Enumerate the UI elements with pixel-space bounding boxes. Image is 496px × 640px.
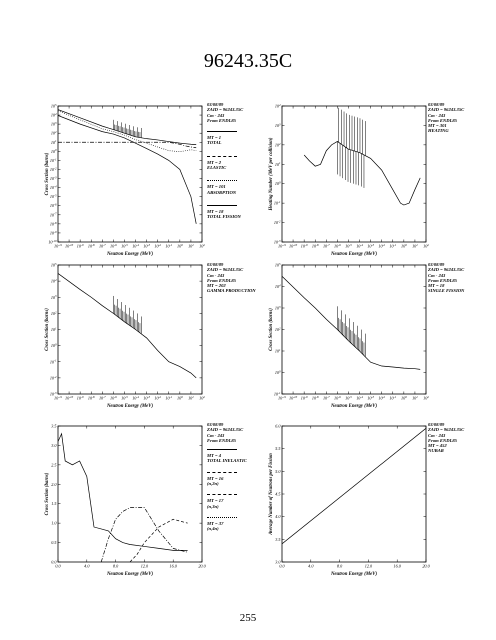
plot-frame [58, 265, 202, 394]
y-tick-label: 3.5 [275, 536, 281, 542]
x-tick-label: $10^2$ [423, 242, 429, 249]
y-tick-label: 5.5 [275, 446, 281, 452]
y-axis-label: Cross Section (barns) [45, 308, 50, 351]
x-tick-label: $10^{-1}$ [165, 394, 173, 401]
x-tick-label: $10^{-6}$ [334, 242, 341, 249]
y-tick-label: $10^4$ [50, 111, 57, 118]
x-tick-label: 4.0 [308, 563, 314, 569]
series-line-0 [304, 141, 420, 205]
y-axis-label: Cross Section (barns) [45, 152, 50, 196]
y-tick-label: $10^3$ [50, 294, 57, 300]
y-tick-label: 3.0 [51, 442, 57, 448]
x-axis-label: Neutron Energy (MeV) [106, 572, 154, 577]
plot-frame [58, 106, 202, 242]
x-tick-label: $10^{-7}$ [98, 394, 106, 401]
y-axis-label: Heating Number (MeV per collision) [269, 137, 274, 211]
x-tick-label: $10^{-9}$ [76, 394, 84, 401]
y-tick-label: $10^1$ [274, 161, 281, 167]
y-tick-label: $10^5$ [50, 102, 57, 109]
x-tick-label: $10^0$ [401, 242, 407, 249]
x-tick-label: $10^{-1}$ [165, 242, 173, 249]
info-block-4: 03/08/89 ZAID = 96243.35C Cm - 243 From ENDL85 MT = 18 SINGLE FISSION [428, 262, 465, 294]
y-tick-label: $10^{-1}$ [49, 358, 57, 365]
y-tick-label: $10^2$ [50, 310, 57, 316]
x-tick-label: $10^2$ [199, 242, 205, 249]
y-tick-label: 1.5 [51, 501, 57, 507]
x-axis-label: Neutron Energy (MeV) [106, 404, 154, 409]
chart-panel-5 [44, 423, 204, 578]
x-tick-label: $10^{-11}$ [278, 394, 286, 401]
x-tick-label: $10^1$ [412, 242, 418, 249]
info-block-2: 03/08/89 ZAID = 96243.35C Cm - 243 From ENDL85 MT = 301 HEATING [428, 102, 465, 134]
y-tick-label: $10^4$ [274, 283, 281, 289]
y-tick-label: 0.5 [51, 540, 57, 546]
y-tick-label: $10^{-8}$ [49, 220, 57, 227]
y-tick-label: 0.0 [51, 559, 57, 565]
x-tick-label: $10^{-1}$ [389, 242, 397, 249]
x-axis-label: Neutron Energy (MeV) [106, 252, 154, 257]
y-tick-label: 2.5 [51, 462, 57, 468]
x-tick-label: $10^{-3}$ [143, 394, 150, 401]
info-block-5: 03/08/89 ZAID = 96243.35C Cm - 243 From ENDL85 MT = 4 TOTAL INELASTIC MT = 16 (n,2n) MT = 17 (n,3n) MT = 37 (n,4n) [207, 422, 247, 532]
x-axis-label: Neutron Energy (MeV) [330, 572, 378, 577]
x-tick-label: $10^{-2}$ [378, 242, 386, 249]
x-tick-label: $10^{-9}$ [76, 242, 84, 249]
x-tick-label: 8.0 [336, 563, 343, 569]
x-tick-label: $10^{-3}$ [367, 394, 374, 401]
page-number: 255 [239, 612, 257, 624]
y-tick-label: 4.0 [275, 514, 281, 520]
info-block-3: 03/08/89 ZAID = 96243.35C Cm - 243 From ENDL85 MT = 202 GAMMA PRODUCTION [207, 262, 256, 294]
x-tick-label: $10^{-7}$ [98, 242, 106, 249]
y-tick-label: 3.0 [275, 559, 281, 565]
y-tick-label: $10^{-4}$ [49, 184, 57, 191]
x-tick-label: 12.0 [140, 563, 149, 569]
x-tick-label: 4.0 [84, 563, 90, 569]
x-tick-label: $10^2$ [423, 394, 429, 401]
y-tick-label: $10^4$ [274, 102, 281, 109]
x-tick-label: $10^{-8}$ [311, 242, 319, 249]
resonance-region [113, 120, 141, 138]
y-tick-label: $10^{-1}$ [273, 200, 281, 206]
resonance-region [337, 108, 365, 188]
x-tick-label: $10^0$ [177, 394, 183, 401]
series-line-total-inelastic [58, 434, 188, 551]
y-tick-label: $10^3$ [274, 122, 281, 128]
y-tick-label: $10^0$ [274, 180, 281, 187]
y-tick-label: $10^3$ [274, 304, 281, 311]
x-tick-label: $10^1$ [188, 242, 194, 249]
x-tick-label: $10^1$ [188, 394, 194, 401]
y-tick-label: $10^{-2}$ [273, 219, 281, 226]
y-tick-label: $10^{-7}$ [49, 211, 57, 218]
x-tick-label: $10^{-11}$ [54, 394, 62, 401]
y-axis-label: Cross Section (barns) [269, 308, 274, 351]
chart-panel-3 [44, 262, 204, 410]
y-tick-label: 6.0 [275, 423, 281, 429]
x-tick-label: 0.0 [279, 563, 285, 569]
y-tick-label: $10^5$ [50, 261, 57, 268]
y-tick-label: $10^1$ [50, 139, 57, 145]
y-tick-label: $10^2$ [274, 326, 281, 332]
series-line--n-2n- [101, 508, 187, 562]
y-axis-label: Cross Section (barns) [45, 472, 50, 516]
y-tick-label: $10^3$ [50, 121, 57, 127]
y-tick-label: $10^0$ [50, 342, 57, 349]
y-tick-label: $10^{-10}$ [48, 238, 57, 245]
x-tick-label: $10^{-5}$ [345, 242, 352, 249]
resonance-region [113, 296, 141, 334]
y-tick-label: $10^2$ [274, 141, 281, 148]
y-tick-label: $10^{-9}$ [49, 229, 57, 236]
x-tick-label: $10^{-6}$ [334, 394, 341, 401]
y-axis-label: Average Number of Neutrons per Fission [269, 453, 274, 535]
x-tick-label: $10^{-11}$ [278, 242, 286, 249]
x-tick-label: $10^{-6}$ [110, 242, 117, 249]
chart-panel-6 [268, 423, 428, 578]
info-block-1: 03/08/89 ZAID = 96243.35C Cm - 243 From ENDL85 MT = 1 TOTAL MT = 2 ELASTIC MT = 101 ABSORPTION MT = 18 TOTAL FISSION [207, 102, 244, 220]
y-tick-label: $10^{-1}$ [49, 157, 57, 163]
y-tick-label: $10^{-2}$ [49, 166, 57, 172]
x-tick-label: $10^{-4}$ [356, 394, 363, 401]
x-tick-label: $10^{-2}$ [378, 394, 386, 401]
y-tick-label: $10^2$ [50, 130, 57, 136]
x-tick-label: 16.0 [393, 563, 401, 569]
x-tick-label: $10^{-5}$ [121, 394, 128, 401]
series-line-absorption [58, 111, 196, 152]
x-tick-label: 20.0 [422, 563, 430, 569]
x-tick-label: $10^{-10}$ [64, 242, 74, 249]
x-tick-label: $10^{-9}$ [300, 394, 308, 401]
y-tick-label: 5.0 [275, 468, 281, 474]
plot-frame [58, 426, 202, 562]
x-tick-label: 8.0 [112, 563, 119, 569]
plot-frame [282, 265, 426, 394]
x-tick-label: $10^{-5}$ [121, 242, 128, 249]
series-line--n-3n- [130, 519, 188, 562]
x-axis-label: Neutron Energy (MeV) [330, 404, 378, 409]
x-axis-label: Neutron Energy (MeV) [330, 252, 378, 257]
y-tick-label: 1.0 [51, 520, 57, 526]
x-tick-label: $10^{-7}$ [322, 394, 330, 401]
x-tick-label: $10^{-8}$ [311, 394, 319, 401]
series-line-0 [58, 273, 196, 377]
x-tick-label: $10^{-3}$ [367, 242, 374, 249]
y-tick-label: $10^{-5}$ [49, 193, 57, 200]
chart-panel-4 [268, 262, 428, 410]
x-tick-label: $10^{-3}$ [143, 242, 150, 249]
plot-frame [282, 106, 426, 242]
x-tick-label: $10^{-6}$ [110, 394, 117, 401]
y-tick-label: $10^{-1}$ [273, 390, 281, 397]
x-tick-label: $10^{-1}$ [389, 394, 397, 401]
x-tick-label: $10^0$ [401, 394, 407, 401]
x-tick-label: $10^{-9}$ [300, 242, 308, 249]
x-tick-label: $10^{-4}$ [132, 242, 139, 249]
plot-frame [282, 426, 426, 562]
y-tick-label: $10^{-3}$ [49, 175, 57, 182]
y-tick-label: $10^{-3}$ [49, 390, 57, 397]
y-tick-label: 4.5 [275, 491, 281, 497]
y-tick-label: $10^5$ [274, 261, 281, 268]
x-tick-label: 20.0 [198, 563, 206, 569]
series-line-0 [282, 276, 420, 369]
chart-panel-1 [44, 103, 204, 258]
x-tick-label: 16.0 [169, 563, 177, 569]
x-tick-label: $10^0$ [177, 242, 183, 249]
y-tick-label: $10^1$ [50, 326, 57, 332]
info-block-6: 03/08/89 ZAID = 96243.35C Cm - 243 From ENDL85 MT = 452 NUBAR [428, 422, 465, 454]
y-tick-label: $10^0$ [50, 148, 57, 154]
x-tick-label: $10^{-10}$ [288, 394, 298, 401]
y-tick-label: 2.0 [51, 481, 57, 487]
y-tick-label: $10^1$ [274, 347, 281, 354]
x-tick-label: 12.0 [364, 563, 373, 569]
x-tick-label: 0.0 [55, 563, 61, 569]
page-title: 96243.35C [203, 50, 293, 72]
x-tick-label: $10^{-7}$ [322, 242, 330, 249]
y-tick-label: $10^{-6}$ [49, 202, 57, 209]
y-tick-label: $10^0$ [274, 369, 281, 375]
y-tick-label: 3.5 [51, 423, 57, 429]
resonance-region [337, 306, 365, 357]
x-tick-label: $10^{-5}$ [345, 394, 352, 401]
x-tick-label: $10^{-2}$ [154, 394, 162, 401]
x-tick-label: $10^2$ [199, 394, 205, 401]
x-tick-label: $10^{-8}$ [87, 394, 95, 401]
x-tick-label: $10^1$ [412, 394, 418, 401]
series-line-total-fission [58, 115, 196, 223]
series-line-elastic [58, 142, 196, 147]
x-tick-label: $10^{-4}$ [132, 394, 139, 401]
x-tick-label: $10^{-4}$ [356, 242, 363, 249]
x-tick-label: $10^{-8}$ [87, 242, 95, 249]
x-tick-label: $10^{-10}$ [288, 242, 298, 249]
y-tick-label: $10^{-3}$ [273, 238, 281, 245]
x-tick-label: $10^{-2}$ [154, 242, 162, 249]
y-tick-label: $10^4$ [50, 278, 57, 284]
x-tick-label: $10^{-11}$ [54, 242, 62, 249]
series-line-0 [282, 428, 426, 544]
chart-panel-2 [268, 103, 428, 258]
x-tick-label: $10^{-10}$ [64, 394, 74, 401]
y-tick-label: $10^{-2}$ [49, 374, 57, 381]
